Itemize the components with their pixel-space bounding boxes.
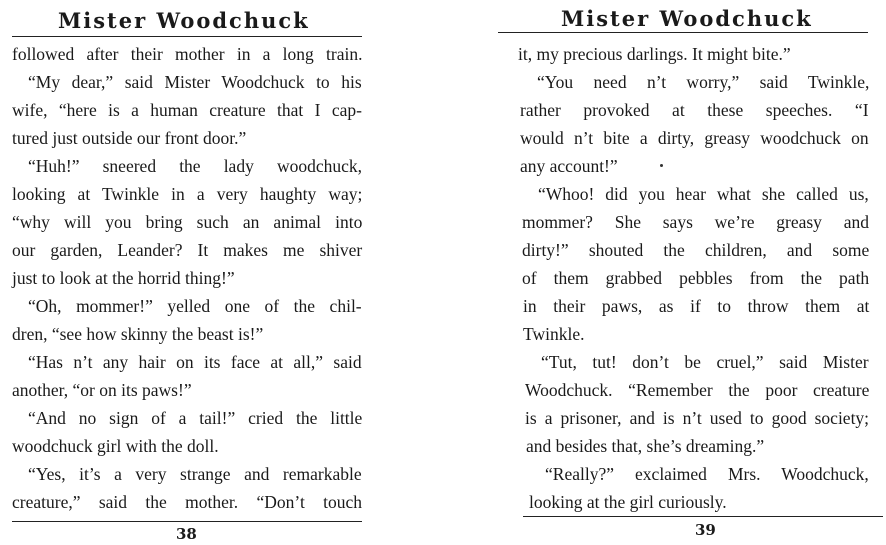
footer-rule-right [523, 516, 883, 517]
text-line: tured just outside our front door.” [12, 128, 247, 148]
text-line: “why will you bring such an animal into [12, 212, 363, 232]
running-title-left: Mister Woodchuck [58, 8, 310, 33]
text-line: “And no sign of a tail!” cried the little [28, 408, 363, 428]
text-line: and besides that, she’s dreaming.” [526, 436, 765, 456]
page-number-left: 38 [176, 525, 197, 543]
text-line: Woodchuck. “Remember the poor creature [525, 380, 870, 400]
text-line: creature,” said the mother. “Don’t touch [12, 492, 363, 512]
text-line: rather provoked at these speeches. “I [520, 100, 869, 120]
right-page-text [443, 0, 886, 545]
text-line: looking at the girl curiously. [529, 492, 727, 512]
text-line: it, my precious darlings. It might bite.” [518, 44, 791, 64]
text-line: “Huh!” sneered the lady woodchuck, [28, 156, 362, 176]
text-line: “Tut, tut! don’t be cruel,” said Mister [541, 352, 869, 372]
text-line: “Oh, mommer!” yelled one of the chil- [28, 296, 362, 316]
text-line: “Really?” exclaimed Mrs. Woodchuck, [545, 464, 869, 484]
text-line: wife, “here is a human creature that I cap- [12, 100, 362, 120]
running-title-right: Mister Woodchuck [561, 6, 813, 31]
ink-speck [660, 164, 663, 167]
footer-rule-left [12, 521, 362, 522]
text-line: of them grabbed pebbles from the path [522, 268, 870, 288]
text-line: looking at Twinkle in a very haughty way; [12, 184, 363, 204]
text-line: is a prisoner, and is n’t used to good society; [525, 408, 870, 428]
text-line: “My dear,” said Mister Woodchuck to his [28, 72, 362, 92]
text-line: in their paws, as if to throw them at [523, 296, 870, 316]
text-line: “You need n’t worry,” said Twinkle, [537, 72, 870, 92]
text-line: woodchuck girl with the doll. [12, 436, 219, 456]
text-line: dirty!” shouted the children, and some [522, 240, 870, 260]
text-line: another, “or on its paws!” [12, 380, 192, 400]
text-line: our garden, Leander? It makes me shiver [12, 240, 363, 260]
text-line: any account!” [520, 156, 618, 176]
text-line: “Has n’t any hair on its face at all,” said [28, 352, 362, 372]
right-page [443, 0, 886, 545]
text-line: followed after their mother in a long train. [12, 44, 363, 64]
text-line: mommer? She says we’re greasy and [522, 212, 869, 232]
text-line: just to look at the horrid thing!” [12, 268, 235, 288]
text-line: “Whoo! did you hear what she called us, [538, 184, 869, 204]
page-number-right: 39 [695, 521, 716, 539]
text-line: Twinkle. [523, 324, 585, 344]
text-line: would n’t bite a dirty, greasy woodchuck on [520, 128, 869, 148]
text-line: dren, “see how skinny the beast is!” [12, 324, 264, 344]
text-line: “Yes, it’s a very strange and remarkable [28, 464, 362, 484]
